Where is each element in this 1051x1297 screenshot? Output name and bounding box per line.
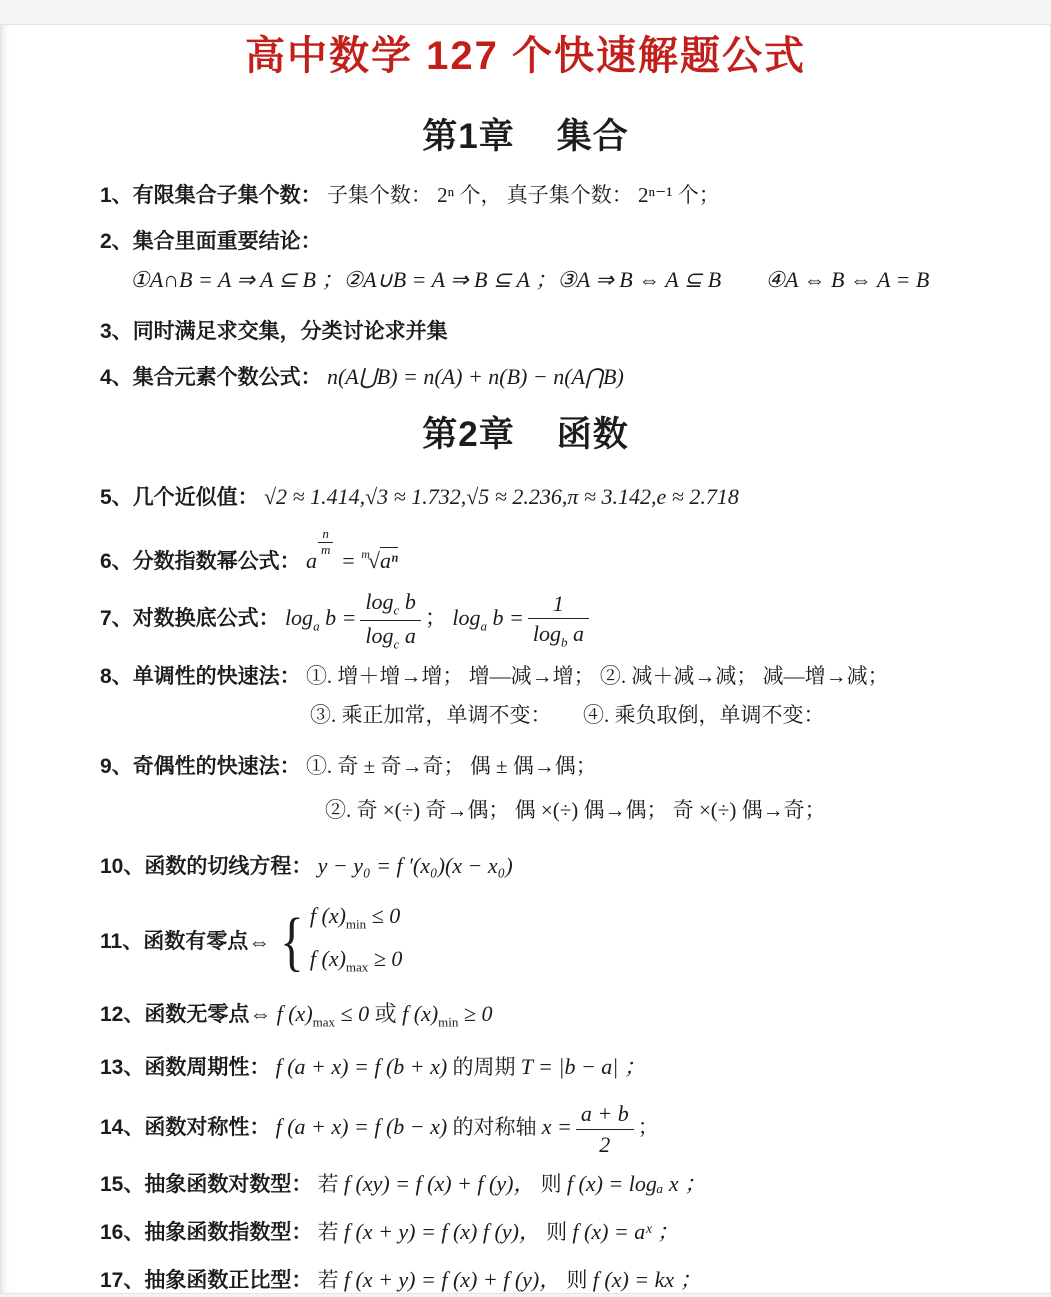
- fraction-numerator: 1: [528, 590, 589, 620]
- item-7-number: 7、: [100, 607, 133, 631]
- fraction-denominator: 2: [599, 1131, 611, 1157]
- item-3-label: 同时满足求交集，分类讨论求并集: [132, 320, 448, 343]
- log-base: a: [313, 618, 320, 634]
- item-13-label: 函数周期性：: [144, 1056, 271, 1080]
- item-14-axis: x =: [541, 1114, 572, 1140]
- item-13-formula-lhs: f (a + x) = f (b + x): [275, 1054, 448, 1080]
- page-title: 高中数学 127 个快速解题公式: [245, 34, 806, 78]
- inequality: ≤ 0: [335, 1001, 370, 1026]
- root-index: m: [361, 546, 370, 561]
- chapter-2-items: [0, 457, 1051, 1297]
- fraction-numerator: [360, 588, 420, 621]
- formula-item-3: [100, 315, 1011, 348]
- item-13-formula-rhs: T = |b − a| ；: [520, 1054, 646, 1080]
- formula-item-6: [100, 527, 1011, 578]
- then-text: 则: [566, 1268, 588, 1293]
- item-11-number: 11、: [100, 929, 144, 953]
- formula-item-5: [100, 481, 1011, 514]
- item-15-number: 15、: [100, 1173, 145, 1197]
- item-9-label: 奇偶性的快速法：: [132, 755, 301, 779]
- item-16-number: 16、: [100, 1221, 145, 1245]
- exponent-numerator: n: [318, 527, 333, 543]
- item-15-label: 抽象函数对数型：: [144, 1173, 313, 1197]
- if-text: 若: [317, 1220, 339, 1245]
- equals-sign: =: [340, 547, 356, 573]
- item-8-rule-line-1: ①. 增＋增→增； 增—减→增； ②. 减＋减→减； 减—增→减；: [305, 664, 889, 689]
- radicand: aⁿ: [379, 547, 398, 573]
- fraction-denominator: [528, 619, 589, 651]
- chapter-2-name: 函数: [556, 415, 629, 454]
- formula-item-10: [100, 850, 1011, 883]
- item-14-mid-text: 的对称轴: [452, 1115, 537, 1140]
- power-base: a: [305, 547, 317, 573]
- function-expr: f (x): [402, 1001, 439, 1026]
- item-12-number: 12、: [100, 1003, 145, 1026]
- log-base: c: [393, 635, 400, 651]
- item-14-number: 14、: [100, 1116, 145, 1140]
- formula-item-11: [100, 899, 1011, 984]
- log-base: b: [560, 634, 568, 650]
- item-5-number: 5、: [100, 486, 133, 509]
- system-row-1: [310, 899, 403, 941]
- chapter-2-number: 第2章: [422, 415, 515, 454]
- log-fn: log: [365, 622, 394, 648]
- formula-item-15: [100, 1168, 1011, 1201]
- item-6-formula: [305, 526, 398, 573]
- reciprocal-fraction: [528, 590, 589, 651]
- item-5-formula: √2 ≈ 1.414,√3 ≈ 1.732,√5 ≈ 2.236,π ≈ 3.142,e ≈ 2.718: [263, 484, 739, 509]
- item-11-label: 函数有零点: [143, 929, 249, 953]
- axis-fraction: [576, 1100, 634, 1158]
- log-base: c: [393, 602, 400, 618]
- inequality-system: [310, 899, 403, 984]
- min-subscript: min: [345, 916, 367, 932]
- inequality: ≥ 0: [458, 1001, 493, 1026]
- item-17-condition: f (x + y) = f (x) + f (y)，: [343, 1267, 562, 1293]
- log-fn: log: [532, 621, 561, 646]
- formula-item-17: [100, 1264, 1011, 1297]
- or-text: 或: [374, 1001, 397, 1026]
- log-fn: log: [365, 588, 394, 614]
- item-12-label: 函数无零点: [144, 1003, 250, 1026]
- chapter-2-heading: [0, 407, 1051, 457]
- radical-sign: √: [367, 547, 380, 573]
- system-brace: {: [280, 904, 304, 978]
- item-5-label: 几个近似值：: [132, 486, 259, 509]
- log-base: a: [480, 618, 487, 634]
- log-fn: log: [284, 605, 314, 631]
- chapter-1-number: 第1章: [422, 117, 515, 156]
- chapter-1-items: [0, 159, 1051, 394]
- item-17-label: 抽象函数正比型：: [144, 1269, 313, 1293]
- then-text: 则: [546, 1220, 568, 1245]
- item-7-formula-1: [284, 588, 593, 651]
- log-arg: a: [404, 622, 416, 648]
- end-punctuation: ；: [637, 1115, 659, 1140]
- then-text: 则: [540, 1172, 562, 1197]
- function-expr: f (x): [276, 1001, 313, 1026]
- item-15-result: f (x) = logₐ x ；: [566, 1171, 707, 1197]
- equals-sign: =: [341, 605, 357, 631]
- item-4-formula: n(A⋃B) = n(A) + n(B) − n(A⋂B): [326, 364, 624, 389]
- chapter-1-heading: [0, 109, 1051, 159]
- item-16-condition: f (x + y) = f (x) f (y)，: [343, 1219, 541, 1245]
- item-1-number: 1、: [100, 184, 133, 207]
- formula-item-14: [100, 1100, 1011, 1158]
- item-16-result: f (x) = aˣ ；: [572, 1219, 679, 1245]
- max-subscript: max: [312, 1014, 336, 1030]
- item-13-mid-text: 的周期: [452, 1055, 516, 1080]
- log-fn: log: [452, 605, 481, 631]
- inequality: ≥ 0: [368, 945, 403, 971]
- formula-item-13: [100, 1051, 1011, 1084]
- item-13-number: 13、: [100, 1056, 145, 1080]
- item-3-number: 3、: [100, 320, 133, 343]
- min-subscript: min: [438, 1014, 459, 1030]
- item-8-rule-line-2: ③. 乘正加常，单调不变： ④. 乘负取倒，单调不变：: [310, 703, 825, 728]
- log-arg: b: [325, 605, 337, 631]
- change-of-base-fraction: [360, 588, 420, 652]
- formula-item-2: [100, 225, 1011, 302]
- item-9-rule-line-2: ②. 奇 ×(÷) 奇→偶； 偶 ×(÷) 偶→偶； 奇 ×(÷) 偶→奇；: [325, 798, 826, 823]
- item-16-label: 抽象函数指数型：: [144, 1221, 313, 1245]
- formula-item-16: [100, 1216, 1011, 1249]
- item-14-label: 函数对称性：: [144, 1116, 271, 1140]
- formula-item-9: [100, 750, 1011, 837]
- item-6-number: 6、: [100, 549, 133, 573]
- item-10-label: 函数的切线方程：: [144, 855, 313, 879]
- max-subscript: max: [345, 959, 369, 974]
- separator: ；: [424, 605, 447, 631]
- item-15-condition: f (xy) = f (x) + f (y)，: [343, 1171, 536, 1197]
- item-2-conclusions: ①A∩B = A ⇒ A ⊆ B ；②A∪B = A ⇒ B ⊆ A ；③A ⇒ B ⇔ A ⊆ B ④A ⇔ B ⇔ A = B: [130, 267, 930, 292]
- chapter-1-name: 集合: [556, 117, 629, 156]
- if-text: 若: [317, 1268, 339, 1293]
- item-11-row: [100, 899, 402, 984]
- formula-sheet-page: [0, 24, 1051, 1294]
- equals-sign: =: [508, 605, 524, 631]
- item-4-number: 4、: [100, 366, 133, 389]
- log-arg: b: [492, 605, 504, 631]
- formula-item-1: [100, 179, 1011, 212]
- item-1-label: 有限集合子集个数：: [132, 184, 322, 207]
- formula-item-7: [100, 588, 1011, 652]
- log-arg: b: [404, 588, 416, 614]
- inequality: ≤ 0: [366, 903, 401, 929]
- iff-arrow: ⇔: [248, 928, 271, 954]
- item-10-number: 10、: [100, 855, 145, 879]
- exponent-fraction: [318, 527, 333, 558]
- item-8-label: 单调性的快速法：: [132, 665, 301, 689]
- fraction-denominator: [360, 621, 420, 653]
- iff-arrow: ⇔: [249, 1001, 272, 1026]
- formula-item-8: [100, 660, 1011, 737]
- item-12-formula: [276, 1001, 493, 1030]
- item-17-result: f (x) = kx ；: [592, 1267, 702, 1293]
- system-row-2: [310, 942, 403, 984]
- formula-item-4: [100, 361, 1011, 394]
- fraction-numerator: a + b: [576, 1100, 634, 1130]
- item-2-label: 集合里面重要结论：: [132, 230, 322, 253]
- item-2-number: 2、: [100, 230, 133, 253]
- exponent-denominator: m: [320, 541, 331, 557]
- item-17-number: 17、: [100, 1269, 145, 1293]
- item-10-formula: y − y₀ = f ′(x₀)(x − x₀): [317, 853, 513, 879]
- formula-item-12: [100, 998, 1011, 1038]
- if-text: 若: [317, 1172, 339, 1197]
- item-4-label: 集合元素个数公式：: [132, 366, 322, 389]
- log-arg: a: [572, 621, 584, 646]
- item-8-number: 8、: [100, 665, 133, 689]
- function-expr: f (x): [309, 903, 346, 929]
- item-1-text: 子集个数： 2ⁿ 个， 真子集个数： 2ⁿ⁻¹ 个；: [326, 183, 720, 207]
- item-14-formula-lhs: f (a + x) = f (b − x): [275, 1114, 448, 1140]
- item-7-label: 对数换底公式：: [132, 607, 280, 631]
- item-6-label: 分数指数幂公式：: [132, 549, 301, 573]
- item-9-rule-line-1: ①. 奇 ± 奇→奇； 偶 ± 偶→偶；: [305, 754, 597, 779]
- item-9-number: 9、: [100, 755, 133, 779]
- function-expr: f (x): [309, 945, 346, 971]
